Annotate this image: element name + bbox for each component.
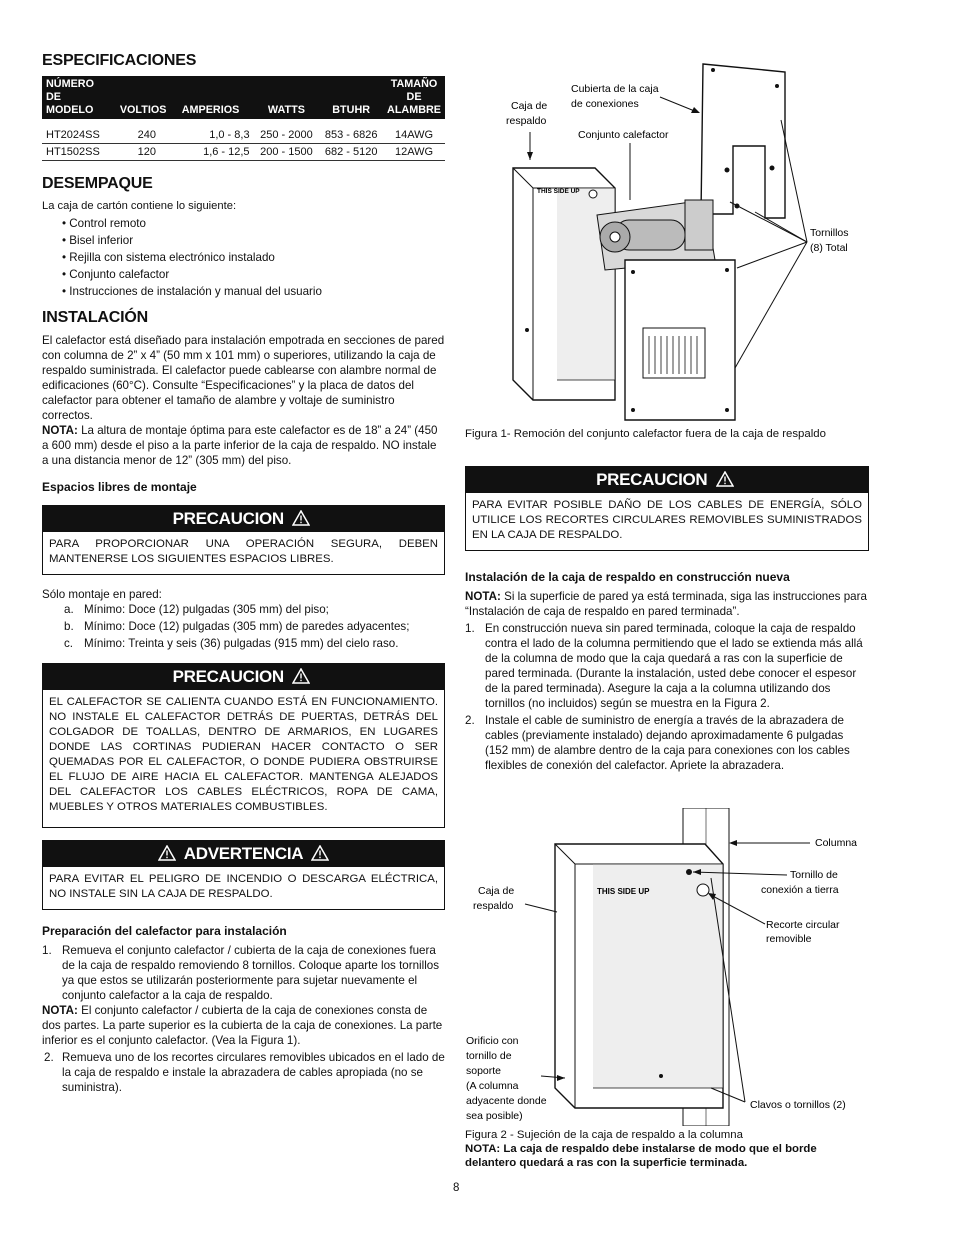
figure-2-caption [465,1128,869,1170]
install-heading: INSTALACIÓN [42,309,148,326]
prep-note: NOTA: El conjunto calefactor / cubierta de la caja de conexiones consta de dos partes. La parte superior es la cubierta de la caja de conexiones. La parte inferior es el conjunto calefactor. (Vea la Figura 1). [42,1004,443,1047]
caution-box [465,466,869,551]
specs-table [42,76,445,161]
list-item: • Conjunto calefactor [62,268,170,281]
fig2-label-recorte: Recorte circular [766,919,840,931]
table-cell: HT1502SS [42,144,116,161]
fig2-label-tornillo: conexión a tierra [761,884,839,896]
figure-1-illustration [465,60,869,422]
fig1-label-caja: respaldo [506,115,547,127]
table-cell: 200 - 1500 [254,144,320,161]
prep-steps [42,1050,445,1095]
warning-triangle-icon [311,845,329,861]
fig2-label-orificio: tornillo de [466,1050,512,1062]
table-cell: 853 - 6826 [319,119,383,144]
fig1-label-cubierta: Cubierta de la caja [571,83,659,95]
unpack-list [42,216,445,299]
col-header: WATTS [254,76,320,119]
table-cell: HT2024SS [42,119,116,144]
fig2-label-recorte: removible [766,933,812,945]
list-item: c. Mínimo: Treinta y seis (36) pulgadas (915 mm) del cielo raso. [64,637,399,650]
junction-cover [701,64,785,218]
new-construction-heading: Instalación de la caja de respaldo en construcción nueva [465,570,790,584]
back-box [555,844,723,1108]
left-column [42,52,445,1095]
col-header: AMPERIOS [178,76,254,119]
list-item: • Rejilla con sistema electrónico instalado [62,251,275,264]
table-row [42,119,445,144]
caution-header: PRECAUCION [466,467,868,493]
table-cell: 1,6 - 12,5 [178,144,254,161]
caution-header: PRECAUCION [43,664,444,690]
warning-triangle-icon [292,510,310,526]
prep-steps [42,943,445,1003]
list-item: 1. En construcción nueva sin pared terminada, coloque la caja de respaldo contra el lado de la columna permitiendo que el lado se extienda más allá de la columna de modo que la caja quedará a ras con la superficie de pared terminada. (Durante la instalación, usted debe conocer el espesor de la pared terminada). Asegure la caja a la columna utilizando dos tornillos (no incluidos) según se muestra en la Figura 2. [465,622,863,710]
fig2-label-orificio: sea posible) [466,1110,523,1122]
warning-box [42,840,445,910]
warning-triangle-icon [292,668,310,684]
warning-triangle-icon [716,471,734,487]
new-construction-section [465,570,867,773]
fig2-label-clavos: Clavos o tornillos (2) [750,1099,846,1111]
fig2-label-caja: respaldo [473,900,514,912]
caution-box [42,663,445,828]
install-body: El calefactor está diseñado para instalación empotrada en secciones de pared con columna de 2” x 4” (50 mm x 101 mm) o superiores, utilizando la caja de respaldo suministrada. El calefactor puede cablearse con alambre normal de edificaciones (60°C). Consulte “Especificaciones” y la placa de datos del calefactor para obtener el tamaño de alambre y voltaje de suministro correctos. [42,334,445,422]
caution-box [42,505,445,575]
list-item: 1. Remueva el conjunto calefactor / cubierta de la caja de conexiones fuera de la caja de respaldo removiendo 8 tornillos. Coloque aparte los tornillos ya que estos se utilizarán posteriormente para sujetar nuevamente el conjunto calefactor a la caja de respaldo. [42,944,440,1002]
fig2-label-orificio: adyacente donde [466,1095,547,1107]
unpack-intro: La caja de cartón contiene lo siguiente: [42,200,237,212]
caution-text: EL CALEFACTOR SE CALIENTA CUANDO ESTÁ EN FUNCIONAMIENTO. NO INSTALE EL CALEFACTOR DETRÁS DE PUERTAS, DETRÁS DEL COLGADOR DE TOALLAS, DENTRO DE ARMARIOS, EN LUGARES DONDE LAS CORTINAS PUDIERAN HACER CONTACTO O SER QUEMADAS POR EL CALEFACTOR, O DONDE PUDIERA OBSTRUIRSE EL FLUJO DE AIRE HACIA EL CALEFACTOR. MANTENGA ALEJADOS DEL CALEFACTOR LOS CABLES ELÉCTRICOS, ROPA DE CAMA, MUEBLES Y OTROS MATERIALES COMBUSTIBLES. [49,696,438,813]
caution-text: PARA EVITAR POSIBLE DAÑO DE LOS CABLES DE ENERGÍA, SÓLO UTILICE LOS RECORTES CIRCULARES REMOVIBLES SUMINISTRADOS EN LA CAJA DE RESPALDO. [472,499,862,541]
table-cell: 250 - 2000 [254,119,320,144]
col-header: BTUHR [319,76,383,119]
warning-triangle-icon [158,845,176,861]
new-construction-note: NOTA: Si la superficie de pared ya está terminada, siga las instrucciones para “Instalación de caja de respaldo en pared terminada”. [465,590,867,618]
list-item: • Instrucciones de instalación y manual del usuario [62,285,322,298]
warning-text: PARA EVITAR EL PELIGRO DE INCENDIO O DESCARGA ELÉCTRICA, NO INSTALE SIN LA CAJA DE RESPALDO. [49,873,438,900]
table-cell: 14AWG [383,119,445,144]
col-header: NÚMERO DE MODELO [42,76,116,119]
install-note: NOTA: La altura de montaje óptima para este calefactor es de 18” a 24” (450 a 600 mm) desde el piso a la parte inferior de la caja de respaldo. NO instale a una distancia menor de 12” (305 mm) del piso. [42,424,438,467]
table-cell: 120 [116,144,178,161]
list-item: • Control remoto [62,217,146,230]
col-header: TAMAÑO DE ALAMBRE [383,76,445,119]
fig1-label-tornillos: (8) Total [810,242,848,254]
back-box [513,168,615,400]
fig1-label-caja: Caja de [511,100,548,112]
clearance-intro: Sólo montaje en pared: [42,588,162,601]
list-item: 2. Instale el cable de suministro de energía a través de la abrazadera de cables (previamente instalado) dejando aproximadamente 6 pulgadas (152 mm) de alambre dentro de la caja para conexiones con los cables flexibles de conexión del calefactor. Apriete la abrazadera. [465,714,850,772]
fig2-label-orificio: Orificio con [466,1035,519,1047]
list-item: b. Mínimo: Doce (12) pulgadas (305 mm) de paredes adyacentes; [64,620,410,633]
list-item: • Bisel inferior [62,234,134,247]
page-number: 8 [453,1182,460,1194]
unpack-heading: DESEMPAQUE [42,175,153,192]
table-cell: 682 - 5120 [319,144,383,161]
fig1-label-conjunto: Conjunto calefactor [578,129,669,141]
table-cell: 12AWG [383,144,445,161]
figure-2-note: NOTA: La caja de respaldo debe instalarse de modo que el borde delantero quedará a ras con la superficie terminada. [465,1143,817,1169]
figure-2-caption-text: Figura 2 - Sujeción de la caja de respaldo a la columna [465,1129,743,1141]
figure-1-caption: Figura 1- Remoción del conjunto calefactor fuera de la caja de respaldo [465,428,826,440]
caution-text: PARA PROPORCIONAR UNA OPERACIÓN SEGURA, DEBEN MANTENERSE LOS SIGUIENTES ESPACIOS LIBRES. [49,538,438,565]
figure-2-illustration [465,808,869,1126]
heater-assembly [597,200,735,420]
table-cell: 1,0 - 8,3 [178,119,254,144]
list-item: a. Mínimo: Doce (12) pulgadas (305 mm) del piso; [64,603,329,616]
col-header: VOLTIOS [116,76,178,119]
clearance-list [42,602,445,651]
fig2-label-orificio: (A columna [466,1080,519,1092]
clearance-heading: Espacios libres de montaje [42,480,197,494]
fig2-label-caja: Caja de [478,885,515,897]
fig2-this-side-up: THIS SIDE UP [597,887,650,896]
table-cell: 240 [116,119,178,144]
table-row [42,144,445,161]
fig2-label-columna: Columna [815,837,858,849]
prep-heading: Preparación del calefactor para instalación [42,924,287,938]
fig2-label-tornillo: Tornillo de [790,869,838,881]
fig1-label-cubierta: de conexiones [571,98,639,110]
new-construction-steps [465,621,867,773]
list-item: 2. Remueva uno de los recortes circulares removibles ubicados en el lado de la caja de respaldo e instale la abrazadera de cables apropiada (no se suministra). [44,1051,445,1094]
fig1-label-tornillos: Tornillos [810,227,849,239]
fig2-label-orificio: soporte [466,1065,502,1077]
specs-heading: ESPECIFICACIONES [42,52,197,69]
warning-header: ADVERTENCIA [43,841,444,867]
caution-header: PRECAUCION [43,506,444,532]
fig1-this-side-up: THIS SIDE UP [537,188,580,195]
